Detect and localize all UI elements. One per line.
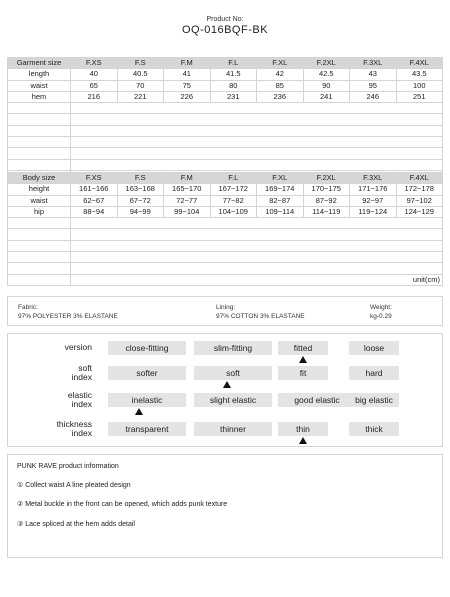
table-cell: 109~114 — [257, 206, 304, 217]
weight-value: kg-0.29 — [370, 313, 392, 320]
empty-row — [8, 148, 443, 159]
table-cell: 124~129 — [396, 206, 443, 217]
soft-option: softer — [108, 366, 186, 380]
body-table-header-row — [8, 173, 443, 184]
table-cell: 75 — [164, 80, 211, 91]
table-cell: 88~94 — [71, 206, 118, 217]
table-cell: 70 — [117, 80, 164, 91]
version-label: version — [64, 342, 92, 352]
table-cell: 72~77 — [164, 195, 211, 206]
version-option: close-fitting — [108, 341, 186, 355]
table-row — [8, 195, 443, 206]
table-cell: 99~104 — [164, 206, 211, 217]
version-option: loose — [349, 341, 399, 355]
fabric-label: Fabric: — [18, 304, 38, 311]
body-header-cell: F.4XL — [396, 173, 443, 184]
weight-label: Weight: — [370, 304, 392, 311]
table-cell: 41.5 — [210, 69, 257, 80]
table-cell: 80 — [210, 80, 257, 91]
version-option: slim-fitting — [194, 341, 272, 355]
elastic-index-label: elastic index — [67, 390, 92, 409]
soft-option: soft — [194, 366, 272, 380]
unit-label: unit(cm) — [71, 274, 443, 285]
table-cell: 114~119 — [303, 206, 350, 217]
table-cell: 62~67 — [71, 195, 118, 206]
table-cell: 90 — [303, 80, 350, 91]
garment-header-cell: Garment size — [8, 58, 71, 69]
lining-value: 97% COTTON 3% ELASTANE — [216, 313, 305, 320]
lining-label: Lining: — [216, 304, 236, 311]
table-cell: 165~170 — [164, 184, 211, 195]
table-cell: 163~168 — [117, 184, 164, 195]
selected-marker-icon — [135, 408, 143, 415]
info-item: ③ Lace spliced at the hem adds detail — [17, 521, 135, 528]
empty-row — [8, 229, 443, 240]
garment-header-cell: F.M — [164, 58, 211, 69]
row-label: waist — [8, 80, 71, 91]
table-row — [8, 206, 443, 217]
row-label: waist — [8, 195, 71, 206]
selected-marker-icon — [299, 437, 307, 444]
table-row — [8, 91, 443, 102]
selected-marker-icon — [299, 356, 307, 363]
product-number-label: Product No: — [206, 16, 244, 23]
garment-header-cell: F.XS — [71, 58, 118, 69]
fit-index-box — [7, 333, 443, 447]
body-header-cell: F.L — [210, 173, 257, 184]
info-item: ① Collect waist A line pleated design — [17, 482, 131, 489]
table-cell: 41 — [164, 69, 211, 80]
body-header-cell: F.2XL — [303, 173, 350, 184]
body-header-cell: F.S — [117, 173, 164, 184]
table-cell: 77~82 — [210, 195, 257, 206]
empty-row — [8, 114, 443, 125]
table-cell: 85 — [257, 80, 304, 91]
table-cell: 87~92 — [303, 195, 350, 206]
soft-option: fit — [278, 366, 328, 380]
row-label: length — [8, 69, 71, 80]
table-cell: 241 — [303, 91, 350, 102]
fabric-column — [18, 303, 118, 321]
thickness-option: thinner — [194, 422, 272, 436]
fabric-info-box — [7, 296, 443, 326]
table-cell: 104~109 — [210, 206, 257, 217]
empty-row — [8, 103, 443, 114]
body-header-cell: F.M — [164, 173, 211, 184]
thickness-option: transparent — [108, 422, 186, 436]
row-label: height — [8, 184, 71, 195]
table-cell: 97~102 — [396, 195, 443, 206]
body-size-table — [7, 172, 443, 286]
empty-row — [8, 137, 443, 148]
table-cell: 100 — [396, 80, 443, 91]
garment-header-cell: F.4XL — [396, 58, 443, 69]
table-row — [8, 69, 443, 80]
table-cell: 43 — [350, 69, 397, 80]
table-cell: 231 — [210, 91, 257, 102]
version-option: fitted — [278, 341, 328, 355]
table-cell: 161~166 — [71, 184, 118, 195]
table-cell: 65 — [71, 80, 118, 91]
garment-header-cell: F.3XL — [350, 58, 397, 69]
table-row — [8, 184, 443, 195]
table-cell: 43.5 — [396, 69, 443, 80]
table-cell: 171~176 — [350, 184, 397, 195]
table-cell: 40.5 — [117, 69, 164, 80]
table-cell: 82~87 — [257, 195, 304, 206]
garment-header-cell: F.XL — [257, 58, 304, 69]
table-cell: 119~124 — [350, 206, 397, 217]
garment-header-cell: F.2XL — [303, 58, 350, 69]
table-cell: 236 — [257, 91, 304, 102]
info-title: PUNK RAVE product information — [17, 463, 119, 470]
row-label: hem — [8, 91, 71, 102]
empty-row — [8, 159, 443, 170]
soft-index-label: soft index — [71, 363, 92, 382]
table-cell: 67~72 — [117, 195, 164, 206]
info-item: ② Metal buckle in the front can be opened, which adds punk texture — [17, 501, 228, 508]
product-header — [0, 16, 450, 36]
table-cell: 251 — [396, 91, 443, 102]
selected-marker-icon — [223, 381, 231, 388]
empty-row — [8, 218, 443, 229]
table-cell: 246 — [350, 91, 397, 102]
product-info-box — [7, 454, 443, 558]
table-cell: 216 — [71, 91, 118, 102]
elastic-option: inelastic — [108, 393, 186, 407]
unit-row — [8, 274, 443, 285]
elastic-option: slight elastic — [194, 393, 272, 407]
table-cell: 169~174 — [257, 184, 304, 195]
table-cell: 42.5 — [303, 69, 350, 80]
elastic-option: big elastic — [349, 393, 399, 407]
empty-row — [8, 263, 443, 274]
table-cell: 92~97 — [350, 195, 397, 206]
garment-size-table — [7, 57, 443, 182]
table-cell: 167~172 — [210, 184, 257, 195]
thickness-index-label: thickness index — [56, 419, 92, 438]
empty-row — [8, 252, 443, 263]
soft-option: hard — [349, 366, 399, 380]
table-cell: 221 — [117, 91, 164, 102]
elastic-option: good elastic — [278, 393, 356, 407]
table-cell: 42 — [257, 69, 304, 80]
lining-column — [216, 303, 305, 321]
product-code: OQ-016BQF-BK — [181, 24, 269, 36]
empty-row — [8, 125, 443, 136]
weight-column — [370, 303, 392, 321]
fabric-value: 97% POLYESTER 3% ELASTANE — [18, 313, 118, 320]
body-header-cell: F.3XL — [350, 173, 397, 184]
row-label: hip — [8, 206, 71, 217]
table-cell: 94~99 — [117, 206, 164, 217]
body-header-cell: F.XS — [71, 173, 118, 184]
body-header-cell: Body size — [8, 173, 71, 184]
table-cell: 226 — [164, 91, 211, 102]
thickness-option: thick — [349, 422, 399, 436]
body-header-cell: F.XL — [257, 173, 304, 184]
garment-header-cell: F.S — [117, 58, 164, 69]
empty-row — [8, 240, 443, 251]
table-cell: 40 — [71, 69, 118, 80]
garment-table-header-row — [8, 58, 443, 69]
garment-header-cell: F.L — [210, 58, 257, 69]
thickness-option: thin — [278, 422, 328, 436]
table-cell: 170~175 — [303, 184, 350, 195]
table-row — [8, 80, 443, 91]
table-cell: 172~178 — [396, 184, 443, 195]
table-cell: 95 — [350, 80, 397, 91]
